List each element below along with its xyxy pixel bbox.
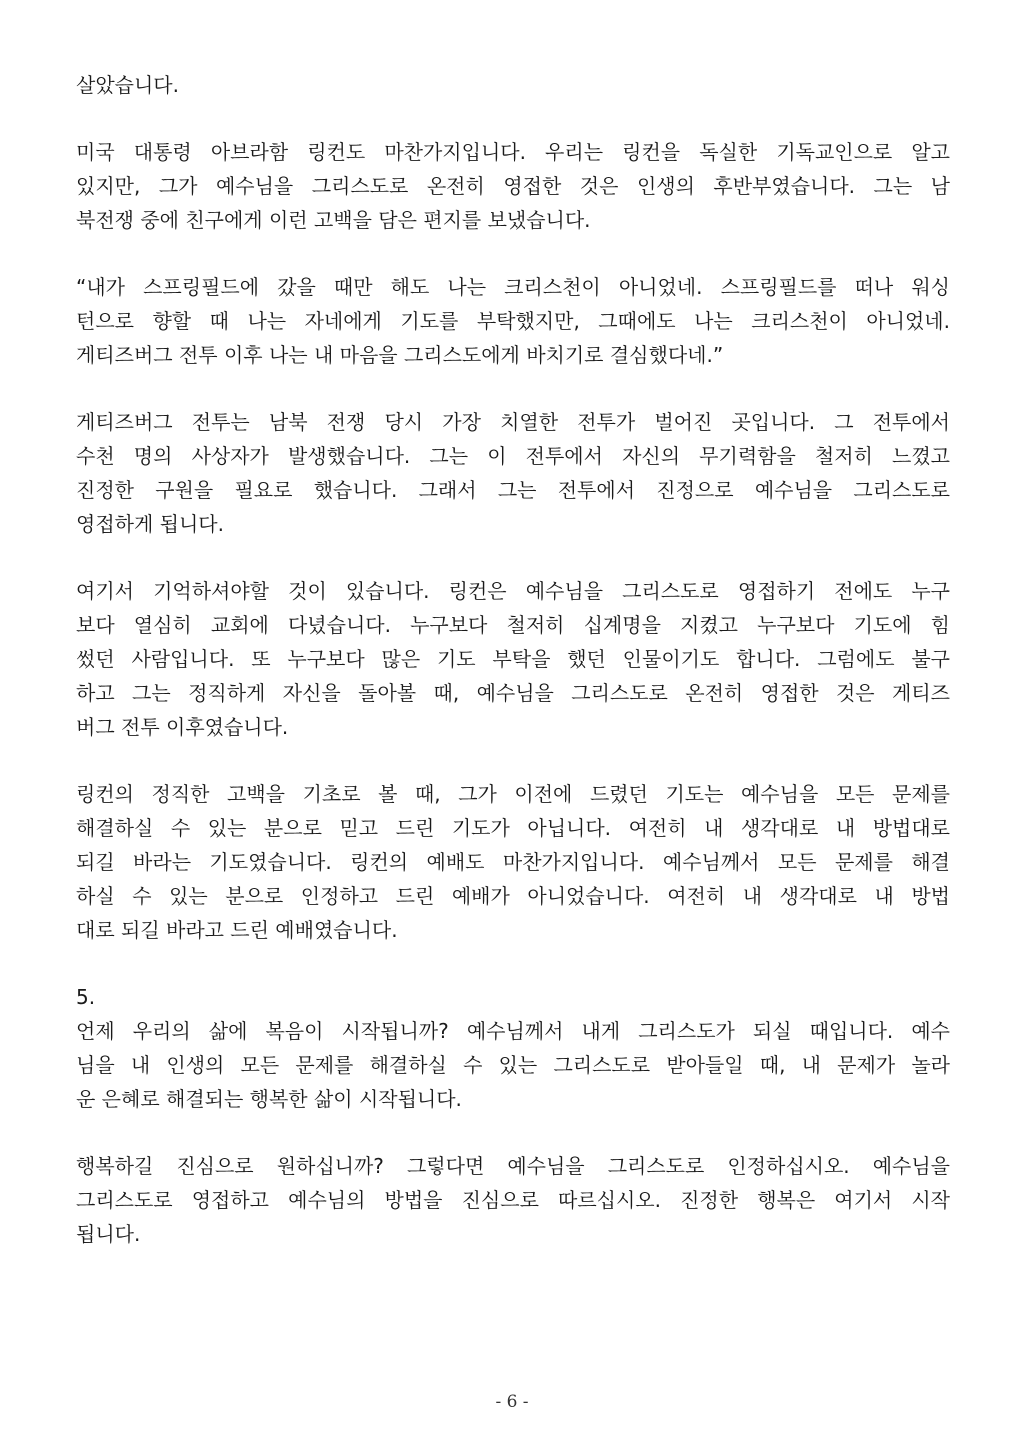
text-line: 버그 전투 이후였습니다.: [76, 715, 289, 739]
section-number: [76, 980, 950, 1014]
paragraph: [76, 574, 950, 744]
text-line: 하고 그는 정직하게 자신을 돌아볼 때, 예수님을 그리스도로 온전히 영접한 것은 게티즈: [76, 681, 950, 705]
paragraph: [76, 68, 950, 102]
text-line: 턴으로 향할 때 나는 자네에게 기도를 부탁했지만, 그때에도 나는 크리스천이 아니었네.: [76, 309, 950, 333]
text-line: 게티즈버그 전투 이후 나는 내 마음을 그리스도에게 바치기로 결심했다네.”: [76, 343, 724, 367]
quote-paragraph: [76, 270, 950, 372]
text-line: 수천 명의 사상자가 발생했습니다. 그는 이 전투에서 자신의 무기력함을 철저히 느꼈고: [76, 444, 950, 468]
paragraph: [76, 135, 950, 237]
text-line: 행복하길 진심으로 원하십니까? 그렇다면 예수님을 그리스도로 인정하십시오. 예수님을: [76, 1154, 950, 1178]
text-line: 영접하게 됩니다.: [76, 512, 224, 536]
text-line: 5.: [76, 985, 96, 1009]
text-line: 미국 대통령 아브라함 링컨도 마찬가지입니다. 우리는 링컨을 독실한 기독교인으로 알고: [76, 140, 950, 164]
text-line: 보다 열심히 교회에 다녔습니다. 누구보다 철저히 십계명을 지켰고 누구보다 기도에 힘: [76, 613, 950, 637]
text-line: 언제 우리의 삶에 복음이 시작됩니까? 예수님께서 내게 그리스도가 되실 때입니다. 예수: [76, 1019, 950, 1043]
page-number: - 6 -: [495, 1392, 529, 1412]
text-line: 여기서 기억하셔야할 것이 있습니다. 링컨은 예수님을 그리스도로 영접하기 전에도 누구: [76, 579, 950, 603]
text-line: 님을 내 인생의 모든 문제를 해결하실 수 있는 그리스도로 받아들일 때, 내 문제가 놀라: [76, 1053, 950, 1077]
paragraph: [76, 405, 950, 541]
paragraph: [76, 1014, 950, 1116]
paragraph: [76, 777, 950, 947]
text-line: 하실 수 있는 분으로 인정하고 드린 예배가 아니었습니다. 여전히 내 생각대로 내 방법: [76, 884, 950, 908]
paragraph: [76, 1149, 950, 1251]
text-line: 대로 되길 바라고 드린 예배였습니다.: [76, 918, 398, 942]
text-line: 되길 바라는 기도였습니다. 링컨의 예배도 마찬가지입니다. 예수님께서 모든 문제를 해결: [76, 850, 950, 874]
text-line: 썼던 사람입니다. 또 누구보다 많은 기도 부탁을 했던 인물이기도 합니다. 그럼에도 불구: [76, 647, 950, 671]
text-line: 운 은혜로 해결되는 행복한 삶이 시작됩니다.: [76, 1087, 462, 1111]
text-line: 진정한 구원을 필요로 했습니다. 그래서 그는 전투에서 진정으로 예수님을 그리스도로: [76, 478, 950, 502]
text-line: 북전쟁 중에 친구에게 이런 고백을 담은 편지를 보냈습니다.: [76, 208, 591, 232]
text-line: “내가 스프링필드에 갔을 때만 해도 나는 크리스천이 아니었네. 스프링필드를 떠나 워싱: [76, 275, 950, 299]
text-line: 그리스도로 영접하고 예수님의 방법을 진심으로 따르십시오. 진정한 행복은 여기서 시작: [76, 1188, 950, 1212]
text-line: 해결하실 수 있는 분으로 믿고 드린 기도가 아닙니다. 여전히 내 생각대로 내 방법대로: [76, 816, 950, 840]
text-line: 살았습니다.: [76, 73, 179, 97]
text-line: 있지만, 그가 예수님을 그리스도로 온전히 영접한 것은 인생의 후반부였습니다. 그는 남: [76, 174, 950, 198]
text-line: 됩니다.: [76, 1222, 141, 1246]
body-text: [76, 68, 950, 1284]
text-line: 링컨의 정직한 고백을 기초로 볼 때, 그가 이전에 드렸던 기도는 예수님을 모든 문제를: [76, 782, 950, 806]
text-line: 게티즈버그 전투는 남북 전쟁 당시 가장 치열한 전투가 벌어진 곳입니다. 그 전투에서: [76, 410, 950, 434]
